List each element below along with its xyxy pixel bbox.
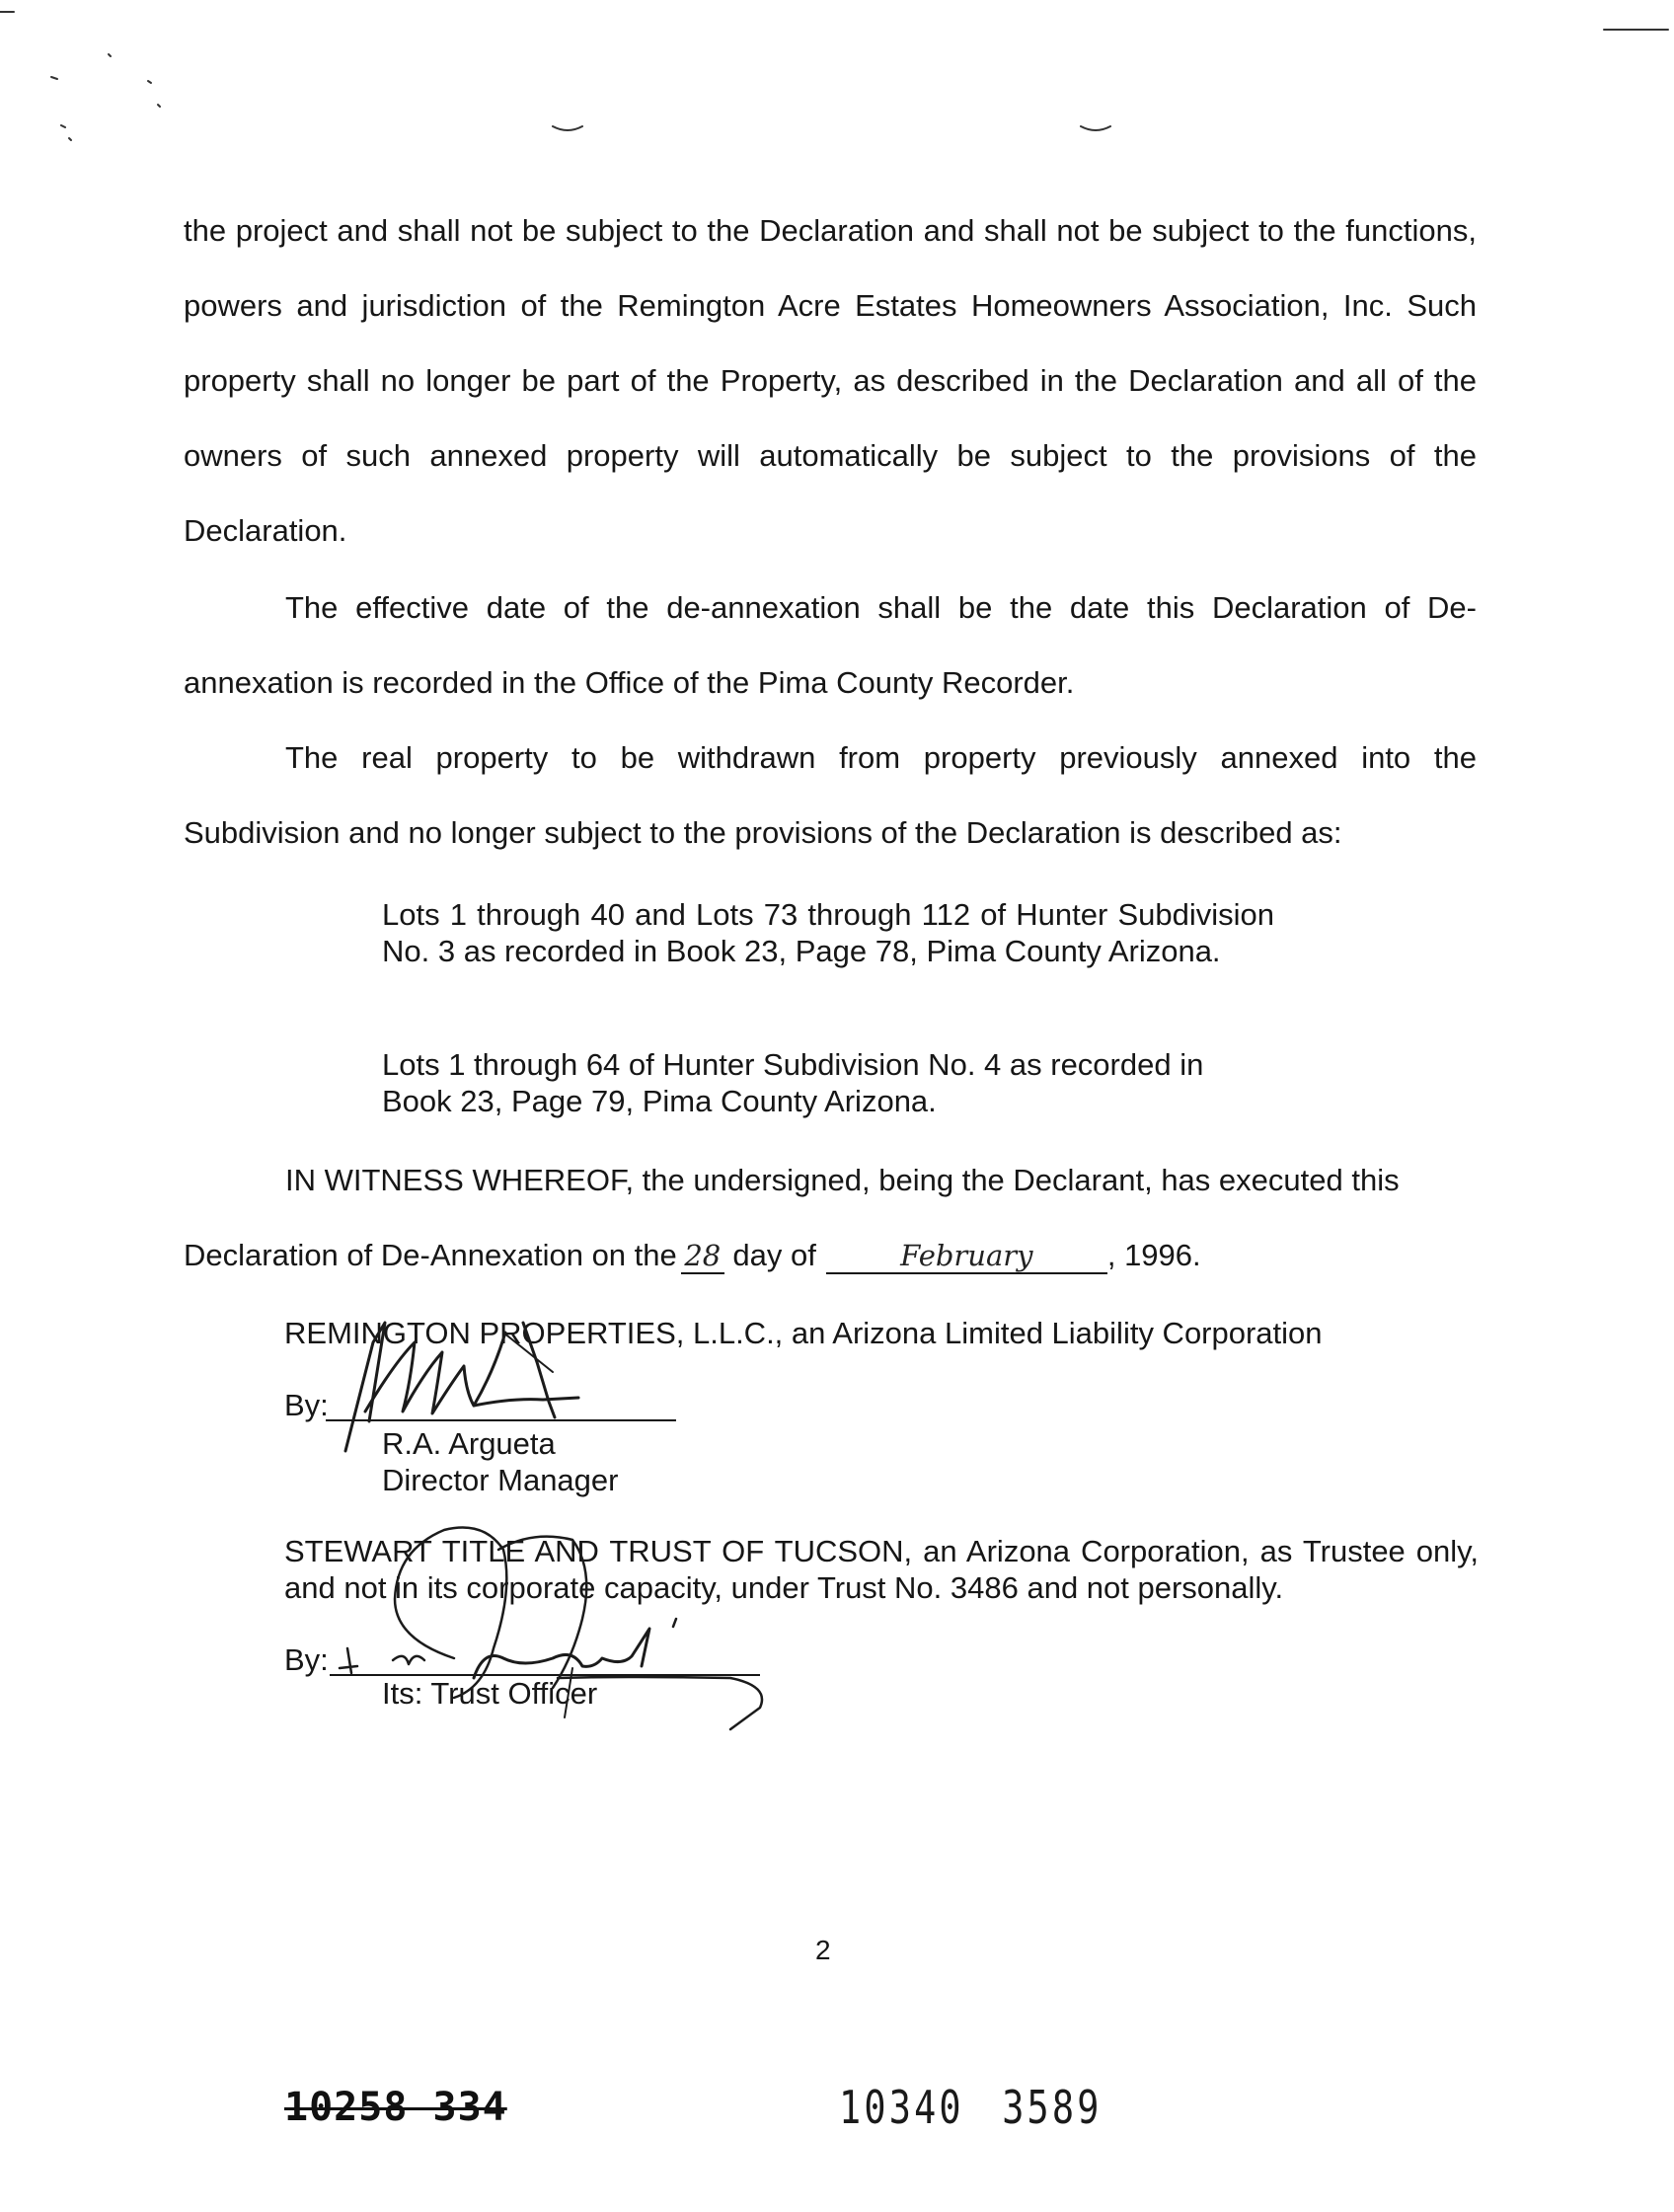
remington-signer-name: R.A. Argueta (382, 1426, 556, 1461)
stewart-entity-text: STEWART TITLE AND TRUST OF TUCSON, an Arizona Corporation, as Trustee only, and not in its corporate capacity, under Trust No. 3486 and not personally. (284, 1534, 1479, 1605)
paragraph-property-description (184, 721, 1477, 871)
remington-signature-line (326, 1419, 676, 1421)
witness-clause (184, 1143, 1477, 1293)
remington-signer-title: Director Manager (382, 1463, 619, 1497)
execution-middle: day of (732, 1238, 816, 1272)
execution-year: , 1996. (1106, 1238, 1201, 1272)
remington-entity-name: REMINGTON PROPERTIES, L.L.C., an Arizona Limited Liability Corporation (284, 1316, 1323, 1350)
paragraph-3-text: The real property to be withdrawn from property previously annexed into the Subdivision and no longer subject to the provisions of the Declaration is described as: (184, 740, 1477, 850)
execution-month-handwritten: February (826, 1239, 1107, 1274)
scan-mark-top-left (0, 0, 178, 158)
paragraph-deannexed-effect (184, 193, 1477, 569)
scan-mark-top-right (1599, 20, 1674, 39)
recording-page-number: 3589 (1002, 2081, 1103, 2134)
recording-book-number: 10340 (839, 2081, 964, 2134)
stewart-by-label: By: (284, 1642, 329, 1677)
paragraph-effective-date (184, 571, 1477, 721)
recording-stamp-struck: 10258 334 (284, 2085, 507, 2130)
lots-1-text: Lots 1 through 40 and Lots 73 through 112 of Hunter Subdivision No. 3 as recorded in Book 23, Page 78, Pima County Arizona. (382, 897, 1274, 968)
paragraph-2-text: The effective date of the de-annexation shall be the date this Declaration of De-annexation is recorded in the Office of the Pima County Recorder. (184, 590, 1477, 700)
execution-day-handwritten: 28 (681, 1239, 724, 1274)
lots-description-1 (382, 896, 1274, 969)
execution-date-line (184, 1218, 1477, 1293)
lots-description-2 (382, 1046, 1274, 1119)
stewart-signer-title: Its: Trust Officer (382, 1676, 598, 1711)
remington-signer-block (382, 1425, 618, 1498)
recording-stamp (839, 2081, 1140, 2134)
witness-clause-text: IN WITNESS WHEREOF, the undersigned, being the Declarant, has executed this (285, 1163, 1400, 1197)
execution-prefix: Declaration of De-Annexation on the (184, 1238, 677, 1272)
remington-by-label: By: (284, 1388, 329, 1422)
page-number: 2 (815, 1935, 831, 1965)
scan-mark-top-center (533, 109, 1145, 148)
lots-2-text: Lots 1 through 64 of Hunter Subdivision No. 4 as recorded in Book 23, Page 79, Pima County Arizona. (382, 1047, 1204, 1118)
paragraph-1-text: the project and shall not be subject to the Declaration and shall not be subject to the functions, powers and jurisdiction of the Remington Acre Estates Homeowners Association, Inc. Such property shall no longer be part of the Property, as described in the Declaration and all of the owners of such annexed property will automatically be subject to the provisions of the Declaration. (184, 213, 1477, 548)
